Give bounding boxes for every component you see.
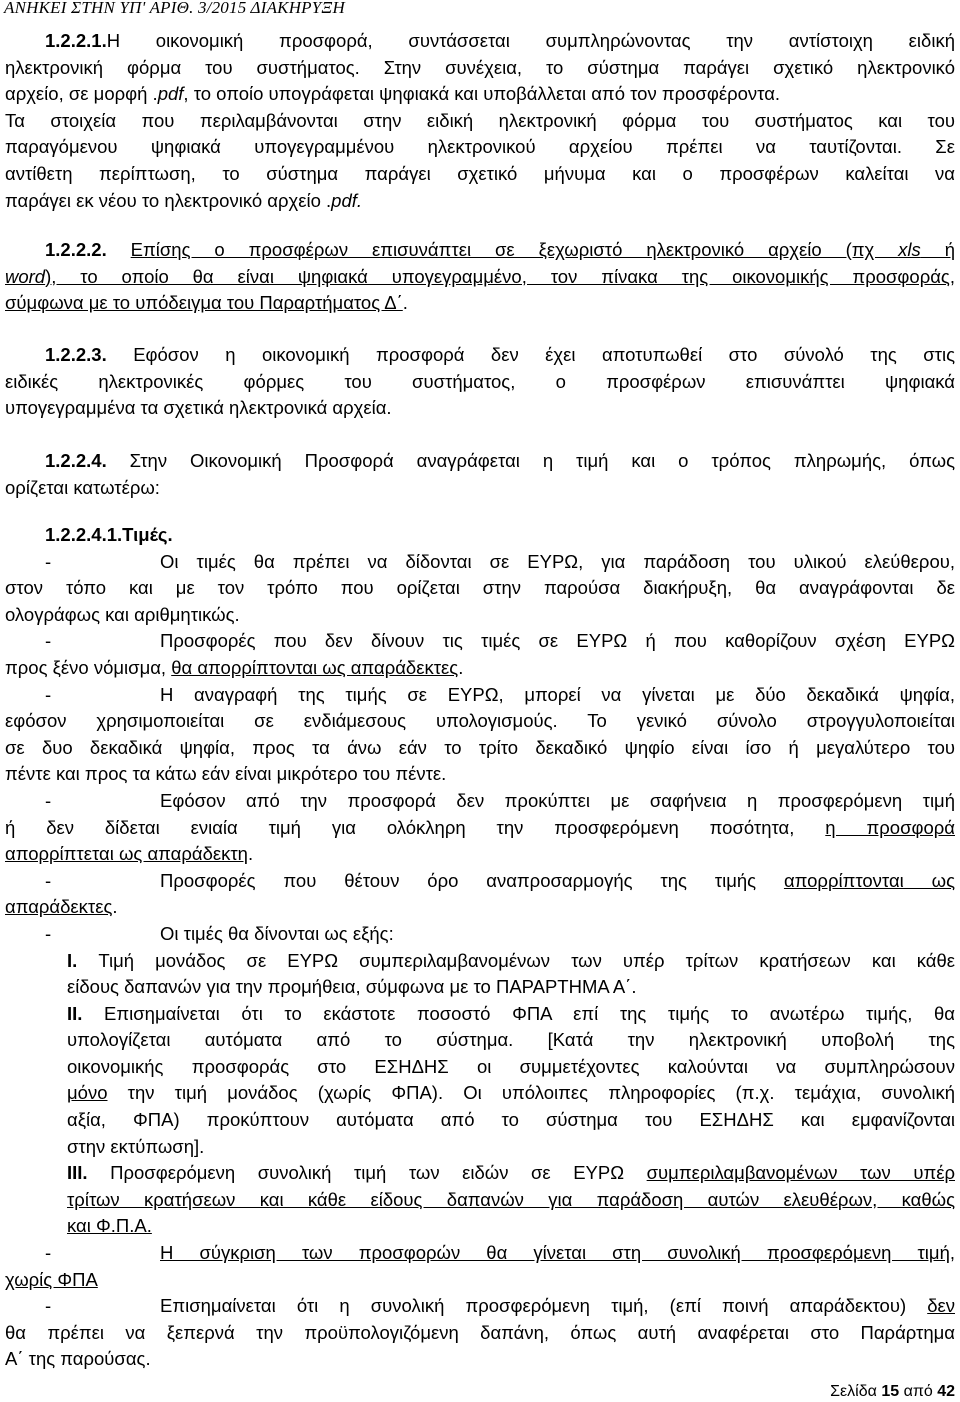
bullet-item: - Η σύγκριση των προσφορών θα γίνεται στη συνολική προσφερόμενη τιμή, (45, 1242, 955, 1264)
bullet-item: - Η αναγραφή της τιμής σε ΕΥΡΩ, μπορεί να γίνεται με δύο δεκαδικά ψηφία, (45, 683, 955, 705)
roman-item: I. Τιμή μονάδος σε ΕΥΡΩ συμπεριλαμβανομένων των υπέρ τρίτων κρατήσεων και κάθε (67, 949, 955, 971)
bullet-item: - Προσφορές που θέτουν όρο αναπροσαρμογής της τιμής απορρίπτονται ως (45, 869, 956, 891)
bullet-item: - Προσφορές που δεν δίνουν τις τιμές σε ΕΥΡΩ ή που καθορίζουν σχέση ΕΥΡΩ (45, 630, 955, 652)
bullet-item: - Επισημαίνεται ότι η συνολική προσφερόμενη τιμή, (επί ποινή απαράδεκτου) δεν (45, 1295, 955, 1317)
bullet-item: - Εφόσον από την προσφορά δεν προκύπτει με σαφήνεια η προσφερόμενη τιμή (45, 789, 955, 811)
section-1-2-2-4: 1.2.2.4. Στην Οικονομική Προσφορά αναγράφεται η τιμή και ο τρόπος πληρωμής, όπως ορίζεται κατωτέρω: (5, 450, 955, 498)
section-1-2-2-2: 1.2.2.2. Επίσης ο προσφέρων επισυνάπτει σε ξεχωριστό ηλεκτρονικό αρχείο (πχ xls ή word), το οποίο θα είναι ψηφιακά υπογεγραμμένο, τον πίνακα της οικονομικής προσφοράς, σύμφωνα με το υπόδειγμα του Παραρτήματος Δ΄. (5, 239, 955, 314)
section-prices: 1.2.2.4.1.Τιμές. - Οι τιμές θα πρέπει να δίδονται σε ΕΥΡΩ, για παράδοση του υλικού ελεύθερου, στον τόπο και με τον τρόπο που ορίζεται στην παρούσα διακήρυξη, θα αναγράφονται δε ολογράφως και αριθμητικώς. - Προσφορές που δεν δίνουν τις τιμές σε ΕΥΡΩ ή που καθορίζουν σχέση ΕΥΡΩ προς ξένο νόμισμα, θα απορρίπτονται ως απαράδεκτες. - Η αναγραφή της τιμής σε ΕΥΡΩ, μπορεί να γίνεται με δύο δεκαδικά ψηφία, εφόσον χρησιμοποιείται σε ενδιάμεσους υπολογισμούς. Το γενικό σύνολο στρογγυλοποιείται σε δυο δεκαδικά ψηφία, προς τα άνω εάν το τρίτο δεκαδικό ψηφίο είναι ίσο ή μεγαλύτερο του πέντε και προς τα κάτω εάν είναι μικρότερο του πέντε. - Εφόσον από την προσφορά δεν προκύπτει με σαφήνεια η προσφερόμενη τιμή ή δεν δίδεται ενιαία τιμή για ολόκληρη την προσφερόμενη ποσότητα, η προσφορά απορρίπτεται ως απαράδεκτη. - Προσφορές που θέτουν όρο αναπροσαρμογής της τιμής απορρίπτονται ως απαράδεκτες. - Οι τιμές θα δίνονται ως εξής: I. Τιμή μονάδος σε ΕΥΡΩ συμπεριλαμβανομένων των υπέρ τρίτων κρατήσεων και κάθε είδους δαπανών για την προμήθεια, σύμφωνα με το ΠΑΡΑΡΤΗΜΑ Α΄. II. Επισημαίνεται ότι το εκάστοτε ποσοστό ΦΠΑ επί της τιμής το ανωτέρω τιμής, θα υπολογίζεται αυτόματα από το σύστημα. [Κατά την ηλεκτρονική υποβολή της οικονομικής προσφοράς στο ΕΣΗΔΗΣ οι συμμετέχοντες καλούνται να συμπληρώσουν μόνο την τιμή μονάδος (χωρίς ΦΠΑ). Οι υπόλοιπες πληροφορίες (π.χ. τεμάχια, συνολική αξία, ΦΠΑ) προκύπτουν αυτόματα από το σύστημα του ΕΣΗΔΗΣ και εμφανίζονται στην εκτύπωση]. III. Προσφερόμενη συνολική τιμή των ειδών σε ΕΥΡΩ συμπεριλαμβανομένων των υπέρ τρίτων κρατήσεων και κάθε είδους δαπανών για παράδοση αυτών ελευθέρων, καθώς και Φ.Π.Α. - Η σύγκριση των προσφορών θα γίνεται στη συνολική προσφερόμενη τιμή, χωρίς ΦΠΑ - Επισημαίνεται ότι η συνολική προσφερόμενη τιμή, (επί ποινή απαράδεκτου) δεν θα πρέπει να ξεπερνά την προϋπολογιζόμενη δαπάνη, όπως αυτή αναφέρεται στο Παράρτημα Α΄ της παρούσας. (5, 524, 956, 1370)
section-1-2-2-1: 1.2.2.1.Η οικονομική προσφορά, συντάσσεται συμπληρώνοντας την αντίστοιχη ειδική ηλεκτρονική φόρμα του συστήματος. Στην συνέχεια, το σύστημα παράγει σχετικό ηλεκτρονικό αρχείο, σε μορφή .pdf, το οποίο υπογράφεται ψηφιακά και υποβάλλεται από τον προσφέροντα. Τα στοιχεία που περιλαμβάνονται στην ειδική ηλεκτρονική φόρμα του συστήματος και του παραγόμενου ψηφιακά υπογεγραμμένου ηλεκτρονικού αρχείου πρέπει να ταυτίζονται. Σε αντίθετη περίπτωση, το σύστημα παράγει σχετικό μήνυμα και ο προσφέρων καλείται να παράγει εκ νέου το ηλεκτρονικό αρχείο .pdf. (5, 30, 955, 211)
section-number: 1.2.2.1. (45, 30, 107, 51)
header-banner: ΑΝΗΚΕΙ ΣΤΗΝ ΥΠ' ΑΡΙΘ. 3/2015 ΔΙΑΚΗΡΥΞΗ (4, 0, 345, 17)
prices-heading: 1.2.2.4.1.Τιμές. (45, 524, 173, 545)
bullet-item: - Οι τιμές θα πρέπει να δίδονται σε ΕΥΡΩ, για παράδοση του υλικού ελεύθερου, (45, 550, 955, 572)
section-1-2-2-3: 1.2.2.3. Εφόσον η οικονομική προσφορά δεν έχει αποτυπωθεί στο σύνολό της στις ειδικές ηλεκτρονικές φόρμες του συστήματος, ο προσφέρων επισυνάπτει ψηφιακά υπογεγραμμένα τα σχετικά ηλεκτρονικά αρχεία. (5, 344, 956, 419)
roman-item: II. Επισημαίνεται ότι το εκάστοτε ποσοστό ΦΠΑ επί της τιμής το ανωτέρω τιμής, θα (67, 1002, 956, 1024)
roman-item: III. Προσφερόμενη συνολική τιμή των ειδών σε ΕΥΡΩ συμπεριλαμβανομένων των υπέρ (67, 1162, 955, 1184)
bullet-item: - Οι τιμές θα δίνονται ως εξής: (45, 922, 394, 944)
page-number-footer: Σελίδα 15 από 42 (830, 1383, 955, 1400)
